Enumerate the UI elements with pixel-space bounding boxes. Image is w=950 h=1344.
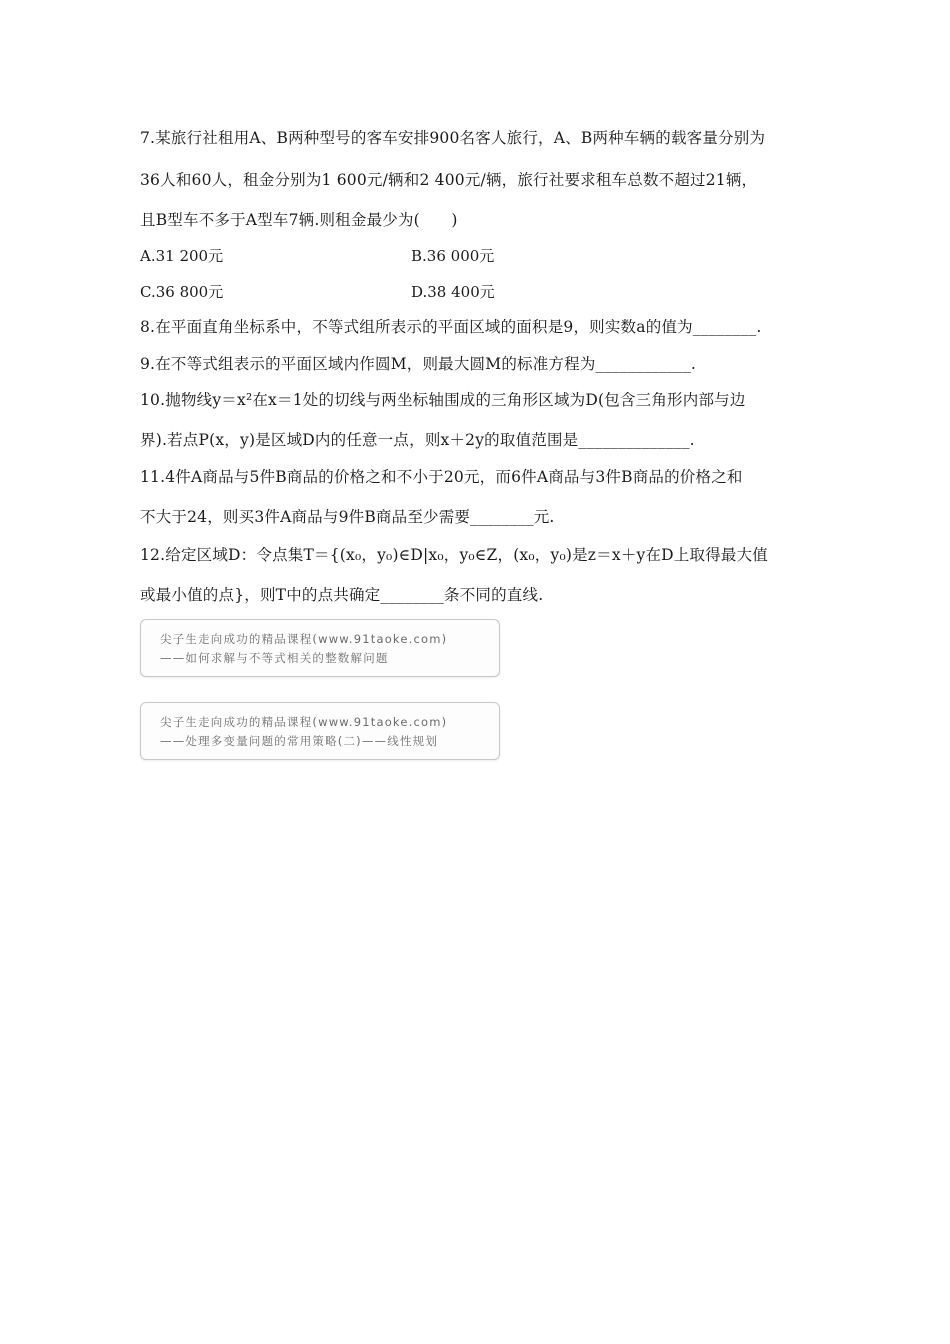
problem-11-line-1: 11.4件A商品与5件B商品的价格之和不小于20元，而6件A商品与3件B商品的价格之和 [140, 468, 743, 486]
problem-7-option-b: B.36 000元 [411, 247, 495, 265]
course-link-card-2[interactable] [140, 702, 500, 760]
problem-7-line-1: 7.某旅行社租用A、B两种型号的客车安排900名客人旅行，A、B两种车辆的载客量分别为 [140, 129, 766, 147]
problem-7-option-a: A.31 200元 [140, 247, 224, 265]
problem-10-line-2: 界).若点P(x，y)是区域D内的任意一点，则x＋2y的取值范围是______________. [140, 431, 695, 449]
course-card-title: 尖子生走向成功的精品课程(www.91taoke.com) [160, 715, 448, 729]
course-card-title: 尖子生走向成功的精品课程(www.91taoke.com) [160, 632, 448, 646]
problem-7-option-c: C.36 800元 [140, 283, 224, 301]
problem-7-line-2: 36人和60人，租金分别为1 600元/辆和2 400元/辆，旅行社要求租车总数不超过21辆， [140, 171, 758, 189]
problem-7-line-3: 且B型车不多于A型车7辆.则租金最少为( ) [140, 211, 458, 229]
course-card-subtitle: ——如何求解与不等式相关的整数解问题 [160, 651, 389, 665]
problem-7-option-d: D.38 400元 [411, 283, 495, 301]
problem-9: 9.在不等式组表示的平面区域内作圆M，则最大圆M的标准方程为____________. [140, 355, 697, 373]
problem-12-line-2: 或最小值的点}，则T中的点共确定________条不同的直线. [140, 586, 544, 604]
problem-12-line-1: 12.给定区域D：令点集T＝{(x₀，y₀)∈D|x₀，y₀∈Z，(x₀，y₀)是z＝x＋y在D上取得最大值 [140, 546, 769, 564]
problem-8: 8.在平面直角坐标系中，不等式组所表示的平面区域的面积是9，则实数a的值为________. [140, 318, 762, 336]
problem-10-line-1: 10.抛物线y＝x²在x＝1处的切线与两坐标轴围成的三角形区域为D(包含三角形内部与边 [140, 391, 746, 409]
course-link-card-1[interactable] [140, 619, 500, 677]
course-card-subtitle: ——处理多变量问题的常用策略(二)——线性规划 [160, 734, 439, 748]
problem-11-line-2: 不大于24，则买3件A商品与9件B商品至少需要________元. [140, 508, 555, 526]
